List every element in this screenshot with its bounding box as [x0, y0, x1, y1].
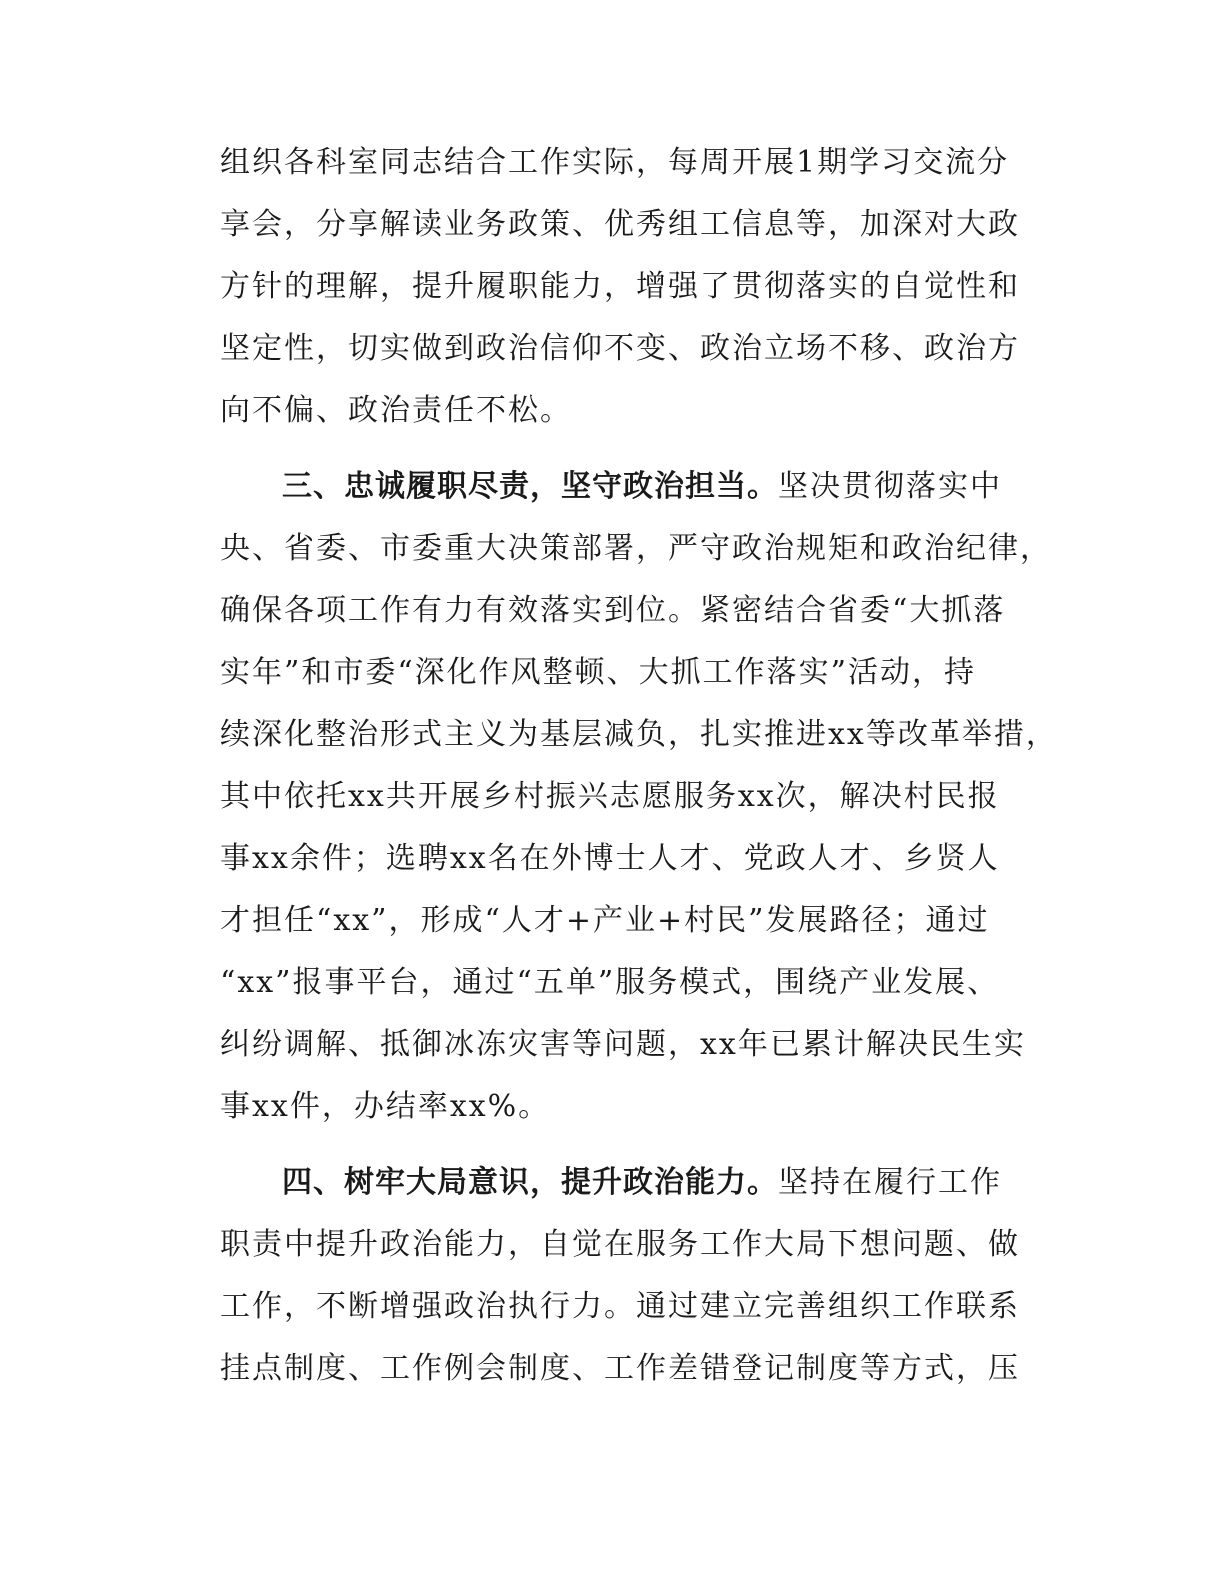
- paragraph-continuation: [220, 132, 1020, 442]
- text-line: “xx”报事平台，通过“五单”服务模式，围绕产业发展、: [220, 965, 1000, 1000]
- text-line: 纠纷调解、抵御冰冻灾害等问题，xx年已累计解决民生实: [220, 1027, 1026, 1062]
- text-line: 工作，不断增强政治执行力。通过建立完善组织工作联系: [220, 1289, 1020, 1324]
- text-line: 挂点制度、工作例会制度、工作差错登记制度等方式，压: [220, 1351, 1020, 1386]
- section-four-heading: 四、树牢大局意识，提升政治能力。: [282, 1165, 778, 1200]
- text-line: 享会，分享解读业务政策、优秀组工信息等，加深对大政: [220, 207, 1020, 242]
- text-line: 事xx件，办结率xx%。: [220, 1089, 551, 1124]
- text-line: 向不偏、政治责任不松。: [220, 393, 572, 428]
- paragraph-spacing: [220, 1138, 1020, 1152]
- text-line: 方针的理解，提升履职能力，增强了贯彻落实的自觉性和: [220, 269, 1020, 304]
- section-four-lead-text: 坚持在履行工作: [778, 1165, 1002, 1200]
- section-four-paragraph: [220, 1152, 1020, 1400]
- text-line: 央、省委、市委重大决策部署，严守政治规矩和政治纪律，: [220, 531, 1052, 566]
- section-four-first-line: [220, 1152, 1020, 1214]
- section-three-heading: 三、忠诚履职尽责，坚守政治担当。: [282, 469, 778, 504]
- text-line: 实年”和市委“深化作风整顿、大抓工作落实”活动，持: [220, 655, 977, 690]
- text-line: 职责中提升政治能力，自觉在服务工作大局下想问题、做: [220, 1227, 1020, 1262]
- text-line: 才担任“xx”，形成“人才+产业+村民”发展路径；通过: [220, 903, 990, 938]
- text-line: 确保各项工作有力有效落实到位。紧密结合省委“大抓落: [220, 593, 1006, 628]
- text-line: 事xx余件；选聘xx名在外博士人才、党政人才、乡贤人: [220, 841, 1000, 876]
- paragraph-spacing: [220, 442, 1020, 456]
- text-line: 续深化整治形式主义为基层减负，扎实推进xx等改革举措，: [220, 717, 1058, 752]
- text-line: 其中依托xx共开展乡村振兴志愿服务xx次，解决村民报: [220, 779, 1000, 814]
- text-line: 坚定性，切实做到政治信仰不变、政治立场不移、政治方: [220, 331, 1020, 366]
- section-three-lead-text: 坚决贯彻落实中: [778, 469, 1002, 504]
- section-three-paragraph: [220, 456, 1058, 1138]
- section-three-first-line: [220, 456, 1020, 518]
- text-line: 组织各科室同志结合工作实际，每周开展1期学习交流分: [220, 145, 1010, 180]
- document-page: [220, 132, 1058, 1400]
